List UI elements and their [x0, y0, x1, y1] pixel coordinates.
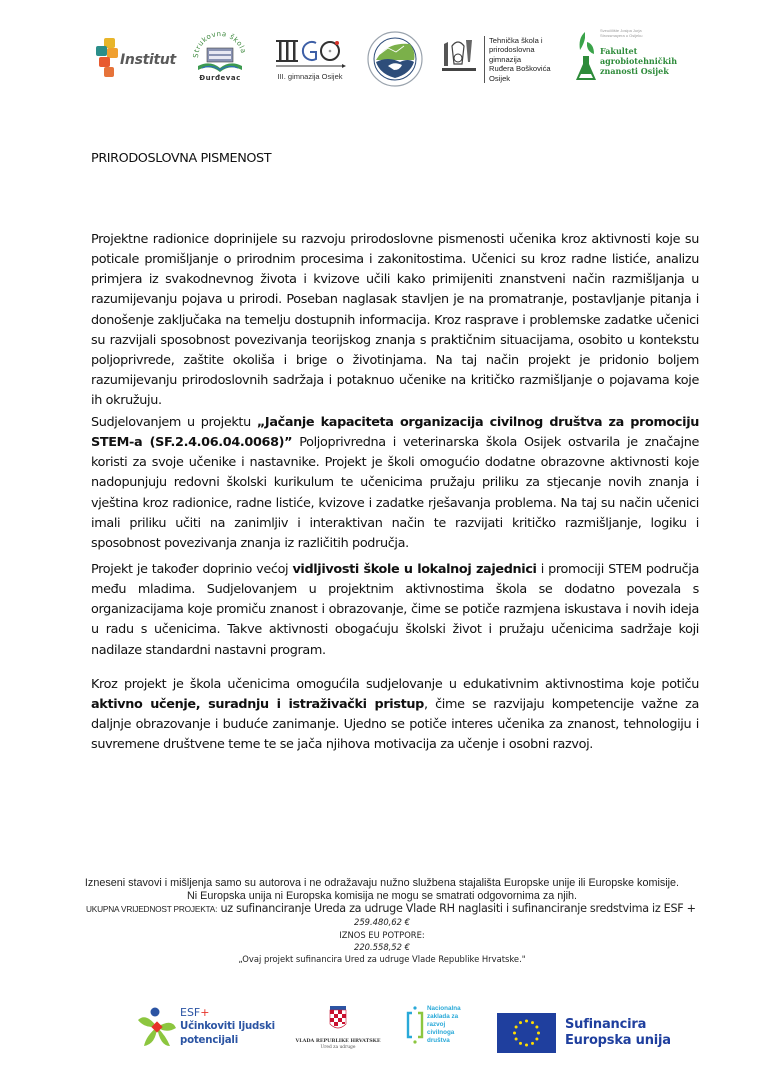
eu-star-icon	[519, 1042, 522, 1045]
eu-star-icon	[515, 1026, 518, 1029]
ruder-line-2: prirodoslovna gimnazija	[489, 45, 535, 64]
fakultet-name-line-1: Fakultet	[600, 46, 638, 56]
paragraph-3	[91, 560, 699, 661]
flask-sprout-icon	[574, 28, 598, 84]
paragraph-4	[91, 675, 699, 756]
paragraph-4-intro: Kroz projekt je škola učenicima omogućila sudjelovanje u edukativnim aktivnostima koje potiču	[91, 676, 699, 692]
strukovna-skola-logo	[190, 28, 250, 86]
active-learning-bold: aktivno učenje, suradnju i istraživački pristup	[91, 697, 424, 712]
iii-gimnazija-logo	[272, 34, 348, 84]
institut-logo	[96, 36, 180, 84]
total-value-text: uz sufinanciranje Ureda za udruge Vlade RH naglasiti i sufinanciranje sredstvima iz ESF +	[217, 902, 696, 915]
esf-flower-icon	[136, 1006, 178, 1048]
vlada-title: VLADA REPUBLIKE HRVATSKE	[295, 1038, 381, 1044]
paragraph-4-rest: , čime se razvijaju kompetencije važne za daljnje obrazovanje i buduće zanimanje. Ujedno se potiče interes učenika za znanost, tehnologiju i suvremene društvene teme te se jača njihova motivacija za učenje i osobni razvoj.	[91, 697, 699, 753]
bracket-logo-icon	[405, 1005, 425, 1045]
paragraph-3-intro: Projekt je također doprinio većoj	[91, 561, 293, 577]
eu-line-2: Europska unija	[565, 1033, 671, 1048]
eu-support-amount: 220.558,52 €	[354, 942, 410, 952]
fakultet-name-line-3: znanosti Osijek	[600, 66, 669, 76]
total-value-amount: 259.480,62 €	[354, 917, 410, 927]
fakultet-name-line-2: agrobiotehničkih	[600, 56, 678, 66]
university-line-1: Sveučilište Josipa Jurja	[600, 28, 642, 33]
esf-plus-logo	[136, 1006, 276, 1052]
eu-star-icon	[525, 1044, 528, 1047]
project-name-bold: „Jačanje kapaciteta organizacija civilnog društva za promociju STEM-a (SF.2.4.06.04.0068)”	[91, 414, 699, 450]
eu-disclaimer-line-2: Ni Europska unija ni Europska komisija ne mogu se smatrati odgovornima za njih.	[186, 890, 578, 902]
institut-logo-text: Institut	[120, 52, 176, 68]
cofinancing-quote: „Ovaj projekt sufinancira Ured za udruge Vlade Republike Hrvatske."	[238, 954, 526, 964]
esf-line-2: potencijali	[180, 1035, 239, 1046]
fakultet-agrobiotehnickih-logo	[574, 28, 684, 88]
eu-star-icon	[519, 1021, 522, 1024]
fakultet-university-text	[600, 28, 660, 38]
university-line-2: Strossmayera u Osijeku	[600, 33, 643, 38]
ruder-line-3: Ruđera Boškovića	[489, 64, 551, 74]
nzr-line-2: zaklada za	[427, 1013, 459, 1020]
eu-cofunded-text	[565, 1017, 671, 1049]
esf-title	[180, 1006, 209, 1019]
school-seal-logo	[366, 30, 424, 88]
esf-plus-sign: +	[200, 1006, 210, 1019]
paragraph-1: Projektne radionice doprinijele su razvoju prirodoslovne pismenosti učenika kroz aktivnosti koje su poticale promišljanje o prirodnim procesima i zakonitostima. Učenici su kroz radne listiće, analizu primjera iz svakodnevnog života i kvizove učili kako primijeniti znanstveni način razmišljanja u razumijevanju pojava u prirodi. Poseban naglasak stavljen je na promatranje, postavljanje pitanja i donošenje zaključaka na temelju dostupnih informacija. Kroz rasprave i problemske zadatke učenici su razvijali sposobnost povezivanja teorijskog znanja s praktičnim situacijama, osobito u kontekstu poljoprivrede, zaštite okoliša i brige o životinjama. Na taj način projekt je pridonio boljem razumijevanju prirodoslovnih sadržaja i potaknuo učenike na kritičko razmišljanje o pojavama koje ih okružuju.	[91, 231, 699, 409]
eu-star-icon	[525, 1020, 528, 1023]
eu-star-icon	[531, 1021, 534, 1024]
ruder-line-1: Tehnička škola i	[489, 36, 543, 45]
eu-support-label: IZNOS EU POTPORE:	[339, 930, 425, 940]
total-value-line	[86, 902, 706, 915]
header-logo-strip	[0, 24, 764, 94]
seal-emblem-icon	[366, 30, 424, 88]
eu-star-icon	[531, 1042, 534, 1045]
eu-star-icon	[535, 1026, 538, 1029]
document-title: PRIRODOSLOVNA PISMENOST	[91, 151, 272, 166]
school-building-emblem	[190, 28, 250, 76]
esf-line-1: Učinkoviti ljudski	[180, 1021, 275, 1032]
nzr-line-1: Nacionalna	[427, 1005, 461, 1012]
eu-disclaimer-line-1: Izneseni stavovi i mišljenja samo su autorova i ne odražavaju nužno službena stajališta Europske unije ili Europske komisije.	[84, 877, 680, 889]
paragraph-2	[91, 413, 699, 554]
esf-title-text: ESF	[180, 1006, 201, 1019]
nacionalna-zaklada-logo	[405, 1005, 475, 1057]
croatian-coat-of-arms-icon	[288, 1000, 388, 1036]
iii-gimnazija-subtitle: III. gimnazija Osijek	[277, 72, 343, 81]
total-value-label: UKUPNA VRIJEDNOST PROJEKTA:	[86, 904, 218, 914]
eu-star-icon	[535, 1038, 538, 1041]
vlada-subtitle: Ured za udruge	[320, 1045, 356, 1050]
ruder-boskovic-logo	[438, 34, 568, 83]
paragraph-2-rest: Poljoprivredna i veterinarska škola Osijek ostvarila je značajne koristi za svoje učenike i nastavnike. Projekt je školi omogućio dodatne obrazovne aktivnosti koje nadopunjuju redovni školski kurikulum te učenicima pružaju priliku za stjecanje novih znanja i vještina kroz radionice, radne listiće, kvizove i zadatke rješavanja problema. Na taj su način učenici imali priliku učiti na zanimljiv i interaktivan način te razvijati kritičko razmišljanje, logiku i sposobnost povezivanja znanja iz različitih područja.	[91, 435, 700, 552]
eu-flag-icon	[497, 1013, 556, 1053]
esf-subtitle	[180, 1020, 275, 1048]
eu-star-icon	[513, 1032, 516, 1035]
iiigo-mark	[272, 34, 348, 70]
ruder-line-4: Osijek	[489, 73, 511, 83]
vlada-rh-logo	[288, 1000, 388, 1050]
strukovna-bottom-text: Đurđevac	[199, 74, 241, 82]
fakultet-name	[600, 46, 677, 76]
engraving-emblem-icon	[438, 34, 480, 74]
ruder-logo-text	[484, 36, 568, 83]
eu-line-1: Sufinancira	[565, 1017, 647, 1032]
eu-star-icon	[537, 1032, 540, 1035]
strukovna-arc-text: Strukovna škola	[191, 29, 248, 59]
eu-cofunded-logo	[497, 1013, 697, 1055]
visibility-bold: vidljivosti škole u lokalnoj zajednici	[292, 561, 537, 577]
eu-star-icon	[515, 1038, 518, 1041]
nzr-text	[427, 1005, 461, 1045]
nzr-line-3: razvoj	[427, 1021, 446, 1028]
paragraph-3-rest: i promociji STEM područja među mladima. Sudjelovanjem u projektnim aktivnostima škola se dodatno povezala s organizacijama koje promiču znanost i obrazovanje, čime se potiče razmjena iskustava i novih ideja u radu s učenicima. Takve aktivnosti obogaćuju školski život i pružaju učenicima sadržaje koji nadilaze standardni nastavni program.	[91, 561, 699, 658]
paragraph-2-intro: Sudjelovanjem u projektu	[91, 414, 257, 430]
nzr-line-5: društva	[427, 1037, 450, 1044]
nzr-line-4: civilnoga	[427, 1029, 455, 1036]
footer-logo-strip	[0, 1000, 764, 1060]
